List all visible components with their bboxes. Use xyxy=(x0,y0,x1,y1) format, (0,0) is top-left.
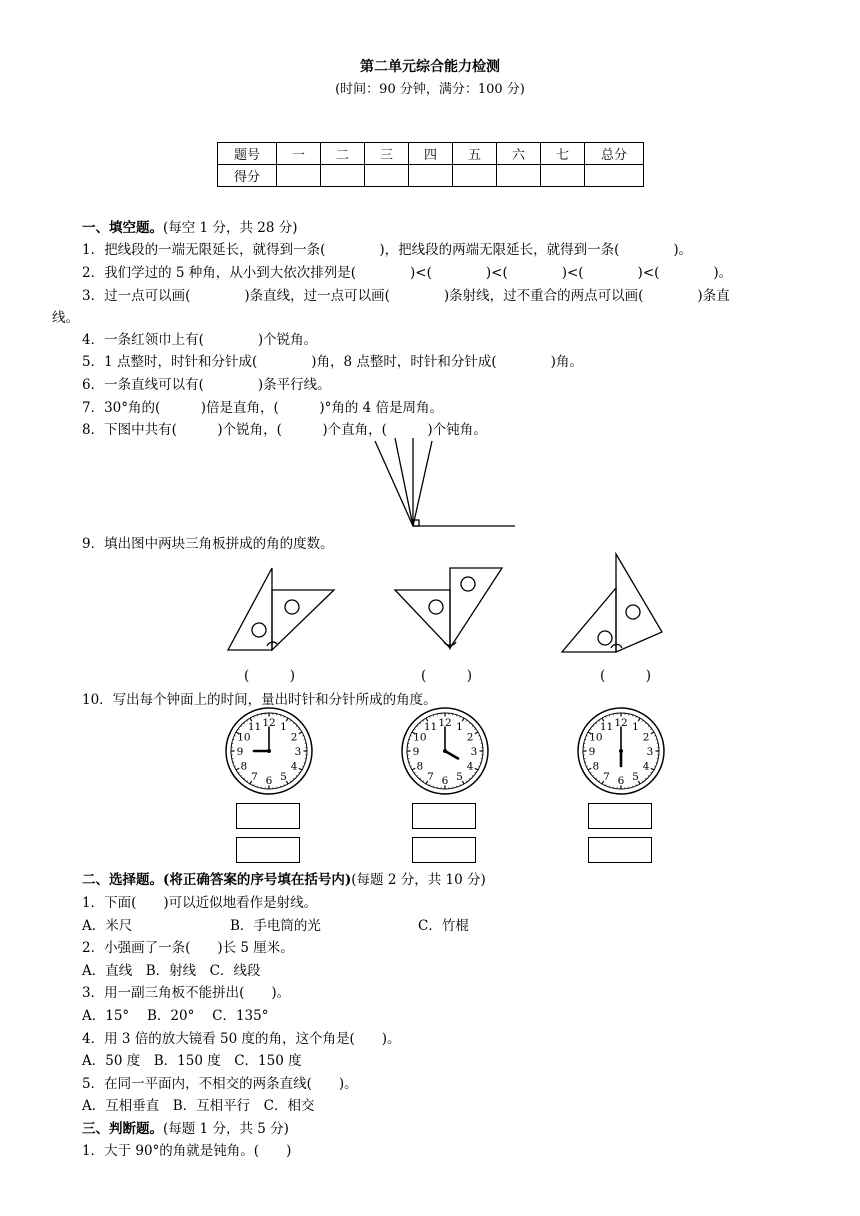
clock-tick xyxy=(593,775,594,776)
clock-tick xyxy=(648,775,649,776)
clock-number: 5 xyxy=(280,771,287,784)
score-input-cell[interactable] xyxy=(321,165,365,187)
s2-q1-option-a: A．米尺 xyxy=(82,918,133,934)
score-table-score-row xyxy=(218,165,644,187)
clock-number: 10 xyxy=(413,731,427,744)
clock-tick xyxy=(651,768,654,770)
clock-center xyxy=(619,749,623,753)
section3-title: 三、判断题。 xyxy=(82,1121,163,1137)
clock-tick xyxy=(466,720,467,721)
clock-number: 5 xyxy=(632,771,639,784)
clock-1-time-box[interactable] xyxy=(236,803,300,829)
clock-tick xyxy=(596,778,597,779)
clock-number: 8 xyxy=(416,760,424,773)
clock-tick xyxy=(475,729,476,730)
clock-tick xyxy=(599,781,600,782)
clock-1-angle-box[interactable] xyxy=(236,837,300,863)
clock-tick xyxy=(412,768,415,770)
score-cell: 三 xyxy=(365,143,409,165)
score-cell: 七 xyxy=(541,143,585,165)
clock-tick xyxy=(645,723,646,724)
q9-triangle-figure-3 xyxy=(558,548,678,660)
section2-title: 二、选择题。(将正确答案的序号填在括号内) xyxy=(82,872,352,888)
clock-number: 11 xyxy=(247,720,262,733)
clock-tick xyxy=(247,781,248,782)
clock-number: 2 xyxy=(290,731,298,744)
score-input-cell[interactable] xyxy=(365,165,409,187)
clock-number: 4 xyxy=(290,760,298,773)
q9-answer-blank-1[interactable]: ( ) xyxy=(244,668,296,684)
clock-face-2 xyxy=(400,706,490,796)
clock-number: 3 xyxy=(470,746,478,758)
question-s1-6: 6．一条直线可以有( )条平行线。 xyxy=(82,377,331,393)
clock-number: 3 xyxy=(646,746,654,758)
score-cell: 得分 xyxy=(218,165,277,187)
clock-center xyxy=(267,749,271,753)
page-title: 第二单元综合能力检测 xyxy=(360,59,500,75)
clock-tick xyxy=(593,726,594,727)
score-cell: 六 xyxy=(497,143,541,165)
clock-tick xyxy=(596,723,597,724)
question-s1-10: 10．写出每个钟面上的时间，量出时针和分针所成的角度。 xyxy=(82,692,437,708)
score-cell: 总分 xyxy=(585,143,644,165)
clock-tick xyxy=(299,768,302,770)
clock-tick xyxy=(469,723,470,724)
clock-number: 2 xyxy=(466,731,474,744)
score-cell: 五 xyxy=(453,143,497,165)
clock-tick xyxy=(417,775,418,776)
s2-q3-options: A．15° B．20° C．135° xyxy=(82,1008,269,1024)
clock-tick xyxy=(466,781,467,782)
clock-center xyxy=(443,749,447,753)
clock-tick xyxy=(642,781,643,782)
clock-number: 8 xyxy=(240,760,248,773)
clock-tick xyxy=(296,726,297,727)
clock-tick xyxy=(244,723,245,724)
question-s1-7: 7．30°角的( )倍是直角，( )°角的 4 倍是周角。 xyxy=(82,400,444,416)
score-cell: 四 xyxy=(409,143,453,165)
clock-tick xyxy=(293,723,294,724)
clock-tick xyxy=(423,781,424,782)
clock-number: 7 xyxy=(427,771,434,784)
clock-number: 11 xyxy=(599,720,614,733)
clock-tick xyxy=(417,726,418,727)
section3-note: (每题 1 分，共 5 分) xyxy=(163,1121,289,1137)
s2-q2-options: A．直线 B．射线 C．线段 xyxy=(82,963,261,979)
clock-number: 4 xyxy=(466,760,474,773)
clock-tick xyxy=(475,772,476,773)
question-s1-9: 9．填出图中两块三角板拼成的角的度数。 xyxy=(82,536,334,552)
clock-tick xyxy=(590,729,591,730)
page-subtitle: (时间：90 分钟，满分：100 分) xyxy=(335,82,525,97)
clock-2-angle-box[interactable] xyxy=(412,837,476,863)
clock-number: 9 xyxy=(236,746,244,758)
score-table xyxy=(217,142,644,187)
q8-angle-figure xyxy=(360,436,520,531)
clock-tick xyxy=(290,781,291,782)
clock-3-angle-box[interactable] xyxy=(588,837,652,863)
s2-q5-options: A．互相垂直 B．互相平行 C．相交 xyxy=(82,1098,315,1114)
clock-tick xyxy=(238,729,239,730)
clock-number: 12 xyxy=(438,717,452,729)
question-s1-5: 5．1 点整时，时针和分针成( )角，8 点整时，时针和分针成( )角。 xyxy=(82,354,583,370)
question-s1-8: 8．下图中共有( )个锐角，( )个直角，( )个钝角。 xyxy=(82,422,487,438)
section3-heading xyxy=(82,1117,289,1137)
clock-number: 6 xyxy=(441,775,449,787)
clock-tick xyxy=(299,732,302,734)
clock-tick xyxy=(241,775,242,776)
score-cell: 二 xyxy=(321,143,365,165)
clock-number: 11 xyxy=(423,720,438,733)
clock-number: 10 xyxy=(589,731,603,744)
clock-tick xyxy=(648,726,649,727)
question-s1-3-cont: 线。 xyxy=(52,310,79,326)
clock-tick xyxy=(244,778,245,779)
clock-number: 10 xyxy=(237,731,251,744)
section1-heading xyxy=(82,216,297,236)
question-s2-3: 3．用一副三角板不能拼出( )。 xyxy=(82,985,291,1001)
clock-hour-hand xyxy=(445,751,458,759)
score-input-cell[interactable] xyxy=(497,165,541,187)
clock-number: 6 xyxy=(617,775,625,787)
clock-tick xyxy=(475,732,478,734)
s2-q4-options: A．50 度 B．150 度 C．150 度 xyxy=(82,1053,302,1069)
clock-number: 12 xyxy=(262,717,276,729)
score-input-cell[interactable] xyxy=(453,165,497,187)
clock-tick xyxy=(651,729,652,730)
clock-number: 5 xyxy=(456,771,463,784)
score-table-header-row xyxy=(218,143,644,165)
clock-number: 4 xyxy=(642,760,650,773)
clock-tick xyxy=(651,772,652,773)
score-input-cell[interactable] xyxy=(277,165,321,187)
section2-note: (每题 2 分，共 10 分) xyxy=(351,872,486,888)
clock-tick xyxy=(420,778,421,779)
clock-number: 8 xyxy=(592,760,600,773)
clock-tick xyxy=(475,768,478,770)
clock-3-time-box[interactable] xyxy=(588,803,652,829)
question-s1-2: 2．我们学过的 5 种角，从小到大依次排列是( )<( )<( )<( )<( )。 xyxy=(82,265,733,281)
clock-face-3 xyxy=(576,706,666,796)
clock-tick xyxy=(651,732,654,734)
score-cell: 一 xyxy=(277,143,321,165)
clock-tick xyxy=(590,772,591,773)
clock-number: 12 xyxy=(614,717,628,729)
clock-tick xyxy=(236,768,239,770)
question-s2-4: 4．用 3 倍的放大镜看 50 度的角，这个角是( )。 xyxy=(82,1031,401,1047)
clock-tick xyxy=(238,772,239,773)
clock-tick xyxy=(472,775,473,776)
clock-tick xyxy=(293,778,294,779)
question-s2-2: 2．小强画了一条( )长 5 厘米。 xyxy=(82,940,294,956)
clock-tick xyxy=(588,768,591,770)
score-cell: 题号 xyxy=(218,143,277,165)
clock-number: 1 xyxy=(456,720,463,733)
clock-number: 6 xyxy=(265,775,273,787)
question-s2-1: 1．下面( )可以近似地看作是射线。 xyxy=(82,895,318,911)
clock-tick xyxy=(414,729,415,730)
q9-answer-blank-3[interactable]: ( ) xyxy=(600,668,652,684)
q9-triangle-figure-1 xyxy=(222,560,342,660)
clock-2-time-box[interactable] xyxy=(412,803,476,829)
section1-note: (每空 1 分，共 28 分) xyxy=(163,220,298,236)
clock-number: 1 xyxy=(280,720,287,733)
question-s3-1: 1．大于 90°的角就是钝角。( ) xyxy=(82,1143,292,1159)
clock-number: 2 xyxy=(642,731,650,744)
clock-number: 7 xyxy=(251,771,258,784)
clock-tick xyxy=(241,726,242,727)
clock-number: 7 xyxy=(603,771,610,784)
section1-title: 一、填空题。 xyxy=(82,220,163,236)
clock-number: 9 xyxy=(412,746,420,758)
clock-number: 9 xyxy=(588,746,596,758)
question-s2-5: 5．在同一平面内，不相交的两条直线( )。 xyxy=(82,1076,358,1092)
score-input-cell[interactable] xyxy=(541,165,585,187)
section2-heading xyxy=(82,868,486,888)
score-input-cell[interactable] xyxy=(585,165,644,187)
clock-tick xyxy=(469,778,470,779)
clock-tick xyxy=(420,723,421,724)
s2-q1-option-c: C．竹棍 xyxy=(418,918,469,934)
clock-tick xyxy=(645,778,646,779)
clock-tick xyxy=(299,772,300,773)
s2-q1-option-b: B．手电筒的光 xyxy=(230,918,321,934)
question-s1-4: 4．一条红领巾上有( )个锐角。 xyxy=(82,332,318,348)
clock-tick xyxy=(299,729,300,730)
clock-tick xyxy=(642,720,643,721)
clock-face-1 xyxy=(224,706,314,796)
clock-tick xyxy=(414,772,415,773)
clock-number: 1 xyxy=(632,720,639,733)
question-s1-3: 3．过一点可以画( )条直线，过一点可以画( )条射线，过不重合的两点可以画( )条直 xyxy=(82,288,730,304)
score-input-cell[interactable] xyxy=(409,165,453,187)
question-s1-1: 1．把线段的一端无限延长，就得到一条( )，把线段的两端无限延长，就得到一条( )。 xyxy=(82,242,693,258)
q9-triangle-figure-2 xyxy=(390,560,510,660)
clock-number: 3 xyxy=(294,746,302,758)
clock-tick xyxy=(472,726,473,727)
clock-tick xyxy=(296,775,297,776)
q9-answer-blank-2[interactable]: ( ) xyxy=(421,668,473,684)
clock-tick xyxy=(290,720,291,721)
